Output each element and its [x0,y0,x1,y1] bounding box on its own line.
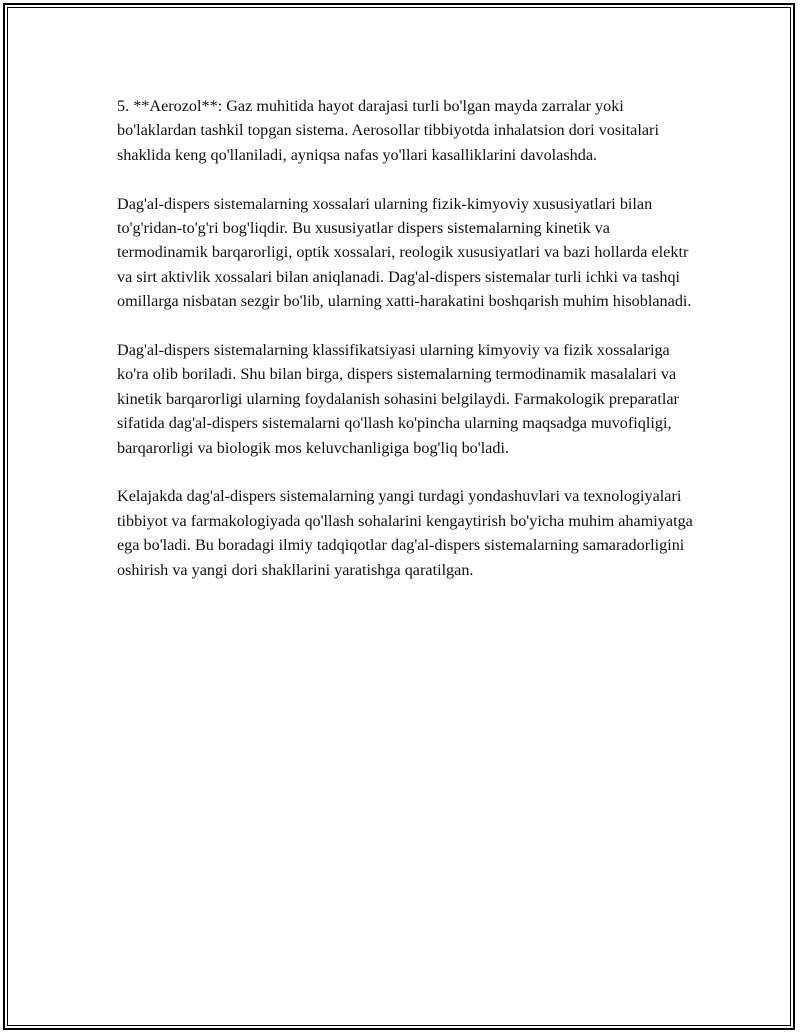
paragraph-classification: Dag'al-dispers sistemalarning klassifikatsiyasi ularning kimyoviy va fizik xossalariga ko'ra olib boriladi. Shu bilan birga, dispers sistemalarning termodinamik masalalari va kinetik barqarorligi ularning foydalanish sohasini belgilaydi. Farmakologik preparatlar sifatida dag'al-dispers sistemalarni qo'llash ko'pincha ularning maqsadga muvofiqligi, barqarorligi va biologik mos keluvchanligiga bog'liq bo'ladi. [117,341,679,457]
document-body [117,94,697,606]
paragraph-aerozol: 5. **Aerozol**: Gaz muhitida hayot darajasi turli bo'lgan mayda zarralar yoki bo'laklardan tashkil topgan sistema. Aerosollar tibbiyotda inhalatsion dori vositalari shaklida keng qo'llaniladi, ayniqsa nafas yo'llari kasalliklarini davolashda. [117,97,659,164]
paragraph-properties: Dag'al-dispers sistemalarning xossalari ularning fizik-kimyoviy xususiyatlari bilan to'g'ridan-to'g'ri bog'liqdir. Bu xususiyatlar dispers sistemalarning kinetik va termodinamik barqarorligi, optik xossalari, reologik xususiyatlari va bazi hollarda elektr va sirt aktivlik xossalari bilan aniqlanadi. Dag'al-dispers sistemalar turli ichki va tashqi omillarga nisbatan sezgir bo'lib, ularning xatti-harakatini boshqarish muhim hisoblanadi. [117,194,692,311]
paragraph-future: Kelajakda dag'al-dispers sistemalarning yangi turdagi yondashuvlari va texnologiyalari tibbiyot va farmakologiyada qo'llash sohalarini kengaytirish bo'yicha muhim ahamiyatga ega bo'ladi. Bu boradagi ilmiy tadqiqotlar dag'al-dispers sistemalarning samaradorligini oshirish va yangi dori shakllarini yaratishga qaratilgan. [117,487,693,579]
